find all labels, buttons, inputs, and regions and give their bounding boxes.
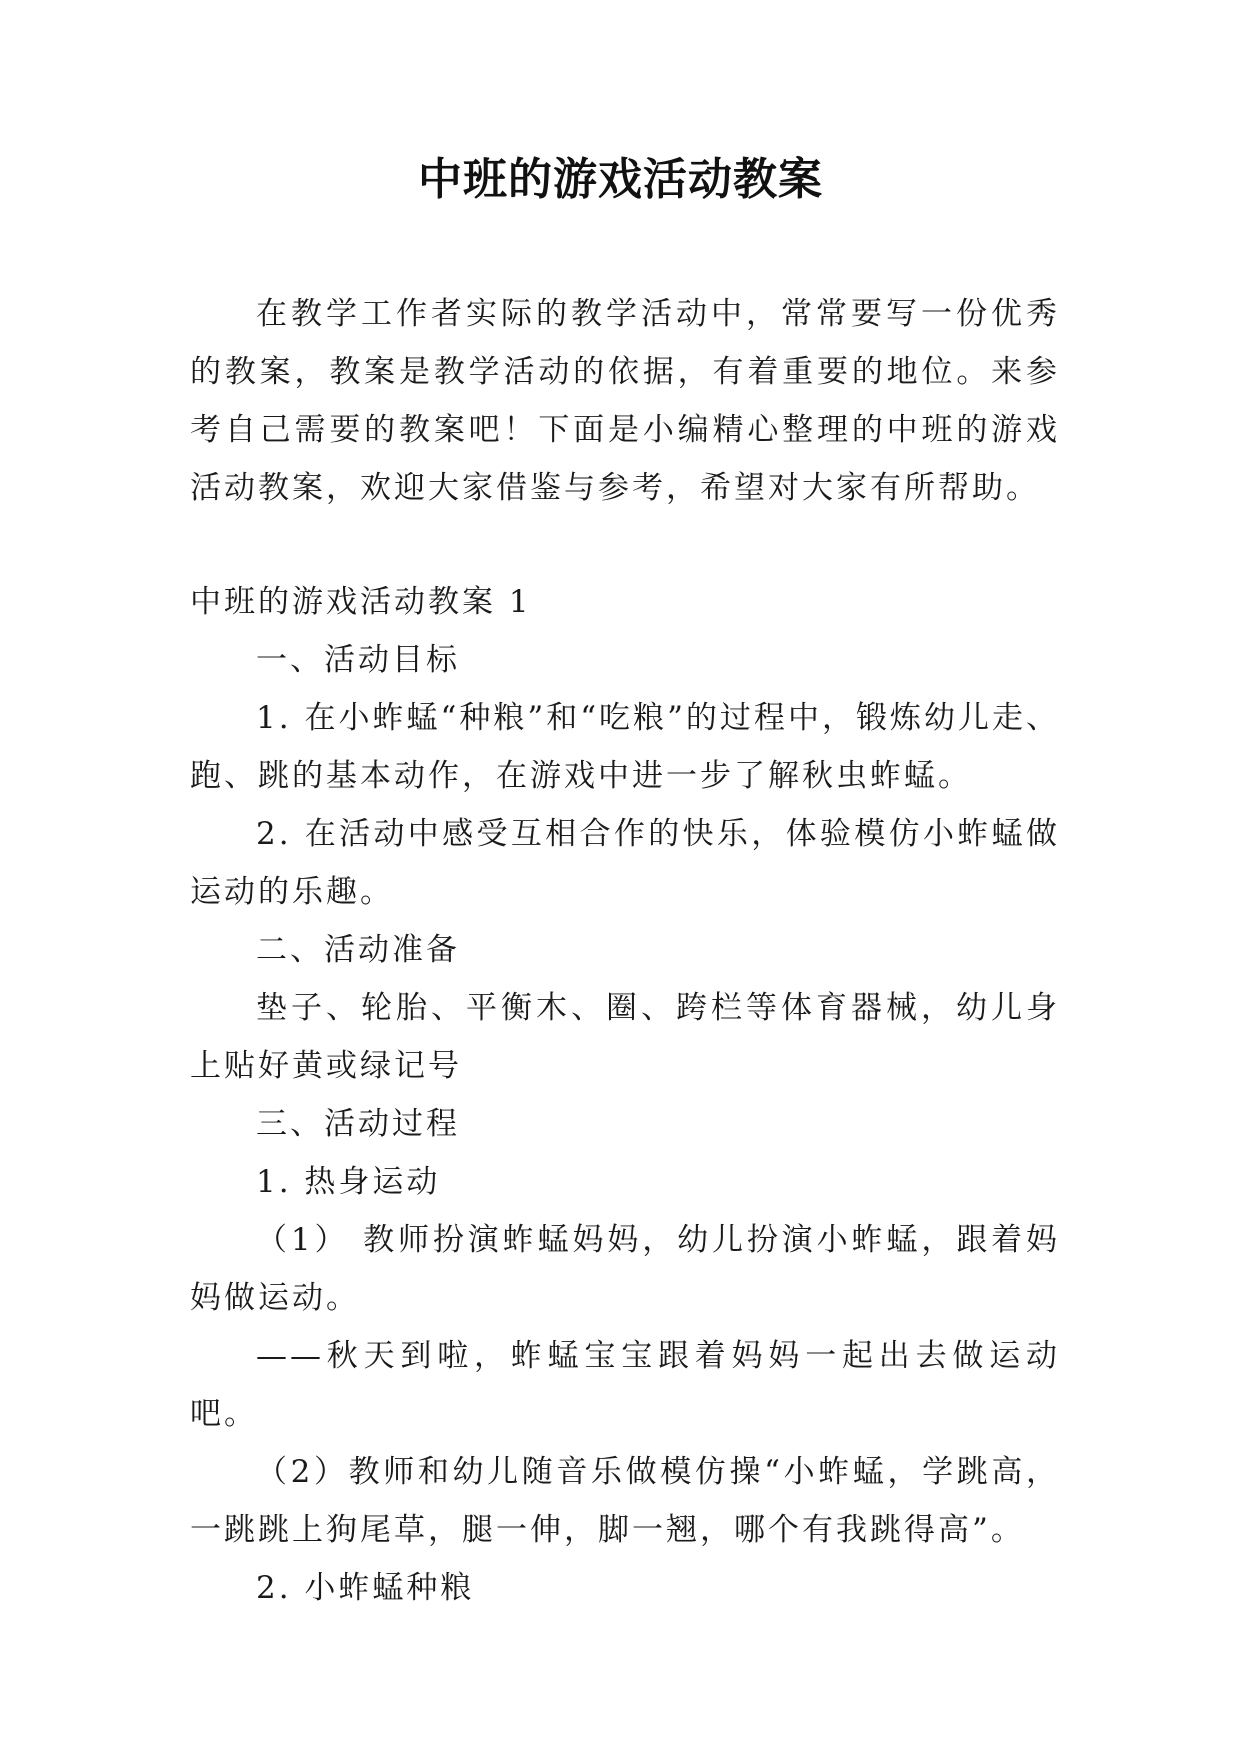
paragraph-goals-heading: 一、活动目标 bbox=[256, 642, 460, 678]
paragraph-preparation: 垫子、轮胎、平衡木、圈、跨栏等体育器械，幼儿身上贴好黄或绿记号 bbox=[190, 990, 1060, 1084]
paragraph-warmup-step-2: （2）教师和幼儿随音乐做模仿操“小蚱蜢，学跳高，一跳跳上狗尾草，腿一伸，脚一翘，哪个有我跳得高”。 bbox=[190, 1454, 1060, 1548]
paragraph-goal-1: 1. 在小蚱蜢“种粮”和“吃粮”的过程中，锻炼幼儿走、跑、跳的基本动作，在游戏中进一步了解秋虫蚱蜢。 bbox=[190, 700, 1060, 794]
document-title: 中班的游戏活动教案 bbox=[418, 154, 823, 205]
paragraph-warmup-quote: ——秋天到啦，蚱蜢宝宝跟着妈妈一起出去做运动吧。 bbox=[190, 1338, 1060, 1432]
intro-paragraph: 在教学工作者实际的教学活动中，常常要写一份优秀的教案，教案是教学活动的依据，有着重要的地位。来参考自己需要的教案吧！下面是小编精心整理的中班的游戏活动教案，欢迎大家借鉴与参考，希望对大家有所帮助。 bbox=[190, 296, 1060, 506]
paragraph-planting-heading: 2. 小蚱蜢种粮 bbox=[256, 1570, 475, 1606]
section-heading: 中班的游戏活动教案 1 bbox=[190, 584, 532, 620]
paragraph-process-heading: 三、活动过程 bbox=[256, 1106, 460, 1142]
document-body bbox=[190, 285, 1060, 1617]
paragraph-warmup-step-1: （1） 教师扮演蚱蜢妈妈，幼儿扮演小蚱蜢，跟着妈妈做运动。 bbox=[190, 1222, 1060, 1316]
paragraph-warmup-heading: 1. 热身运动 bbox=[256, 1164, 441, 1200]
paragraph-goal-2: 2. 在活动中感受互相合作的快乐，体验模仿小蚱蜢做运动的乐趣。 bbox=[190, 816, 1060, 910]
paragraph-preparation-heading: 二、活动准备 bbox=[256, 932, 460, 968]
